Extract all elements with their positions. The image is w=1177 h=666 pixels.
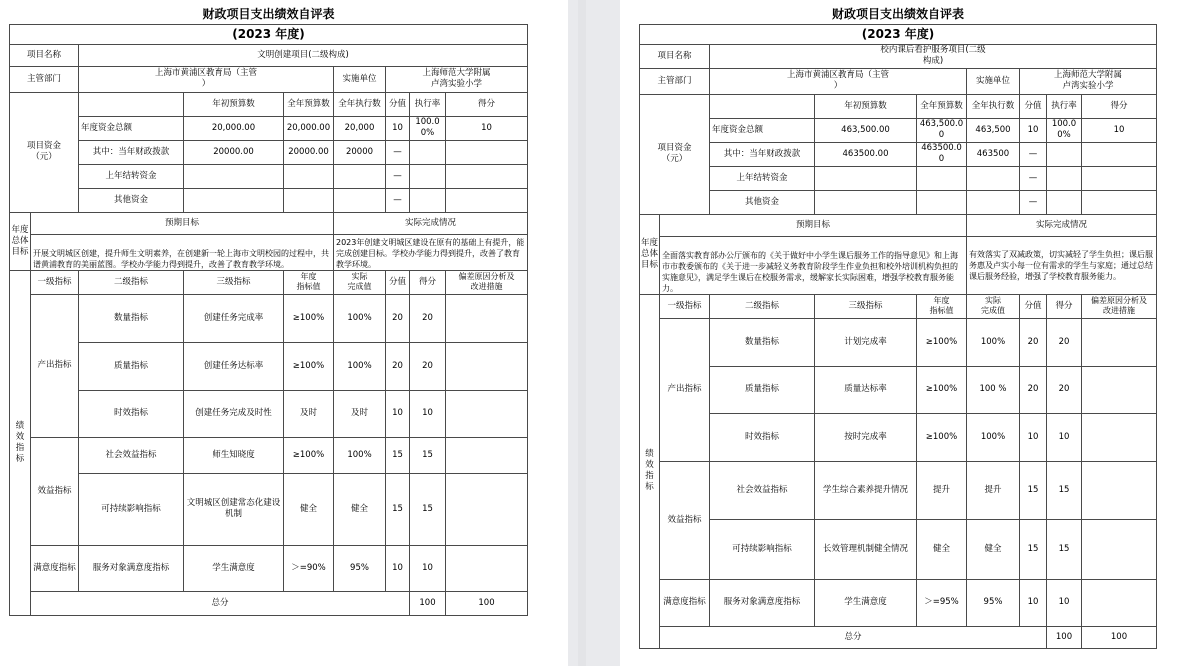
- target-value: 健全: [284, 473, 334, 545]
- l2-indicator: 社会效益指标: [710, 461, 815, 519]
- table-year: (2023 年度): [10, 24, 528, 44]
- l3-indicator: 学生综合素养提升情况: [815, 461, 917, 519]
- target-value: ≥100%: [284, 294, 334, 342]
- fund-cell: 10: [1020, 118, 1047, 142]
- deviation-cell: [446, 473, 528, 545]
- table-title: 财政项目支出绩效自评表: [640, 6, 1157, 24]
- fund-row-label: 其中：当年财政拨款: [79, 140, 184, 164]
- got-value: 15: [410, 437, 446, 473]
- project-name-label: 项目名称: [640, 44, 710, 68]
- fund-row-label: 年度资金总额: [710, 118, 815, 142]
- ind-header: 二级指标: [710, 294, 815, 318]
- dept-label: 主管部门: [10, 66, 79, 92]
- expected-goal-text: 开展文明城区创建，提升师生文明素养，在创建新一轮上海市文明校园的过程中，共谱黄浦教育的美丽蓝图。学校办学能力得到提升，改善了教育教学环境。: [31, 234, 334, 270]
- fund-cell: [184, 188, 284, 212]
- fund-cell: 463500: [967, 142, 1020, 166]
- actual-value: 提升: [967, 461, 1020, 519]
- fund-row-label: 其中：当年财政拨款: [710, 142, 815, 166]
- fund-label: 项目资金 （元）: [640, 94, 710, 214]
- goal-label: 年度 总体 目标: [640, 214, 660, 294]
- deviation-cell: [1082, 461, 1157, 519]
- fund-cell: 100.00%: [410, 116, 446, 140]
- got-value: 20: [1047, 366, 1082, 413]
- deviation-cell: [446, 390, 528, 437]
- got-value: 10: [1047, 579, 1082, 626]
- got-value: 15: [1047, 461, 1082, 519]
- total-got: 100: [446, 591, 528, 615]
- fund-row-label: 年度资金总额: [79, 116, 184, 140]
- fund-cell: 463,500: [967, 118, 1020, 142]
- fund-cell: 20000.00: [184, 140, 284, 164]
- ind-header: 三级指标: [815, 294, 917, 318]
- l1-indicator: 效益指标: [31, 437, 79, 545]
- fund-row-label: 其他资金: [79, 188, 184, 212]
- ind-header: 分值: [1020, 294, 1047, 318]
- score-value: 10: [1020, 413, 1047, 461]
- score-value: 10: [386, 545, 410, 591]
- target-value: ≥100%: [284, 342, 334, 390]
- l3-indicator: 创建任务完成率: [184, 294, 284, 342]
- l3-indicator: 学生满意度: [184, 545, 284, 591]
- fund-cell: [815, 190, 917, 214]
- actual-value: 健全: [967, 519, 1020, 579]
- perf-label: 绩 效 指 标: [640, 294, 660, 648]
- target-value: ≥100%: [917, 318, 967, 366]
- fund-cell: [446, 164, 528, 188]
- goal-label: 年度 总体 目标: [10, 212, 31, 270]
- fund-cell: [334, 188, 386, 212]
- total-got: 100: [1082, 626, 1157, 648]
- fund-cell: [917, 166, 967, 190]
- l1-indicator: 满意度指标: [31, 545, 79, 591]
- l2-indicator: 可持续影响指标: [79, 473, 184, 545]
- l3-indicator: 文明城区创建常态化建设机制: [184, 473, 284, 545]
- fund-header: 全年执行数: [334, 92, 386, 116]
- target-value: ≥100%: [917, 413, 967, 461]
- dept-label: 主管部门: [640, 68, 710, 94]
- target-value: 及时: [284, 390, 334, 437]
- table-title: 财政项目支出绩效自评表: [10, 6, 528, 24]
- fund-cell: —: [1020, 142, 1047, 166]
- l2-indicator: 质量指标: [79, 342, 184, 390]
- fund-cell: [1047, 142, 1082, 166]
- score-value: 10: [386, 390, 410, 437]
- evaluation-table-left: [9, 6, 528, 616]
- ind-header: 实际 完成值: [334, 270, 386, 294]
- fund-header: 年初预算数: [815, 94, 917, 118]
- fund-cell: [1082, 166, 1157, 190]
- l1-indicator: 产出指标: [31, 294, 79, 437]
- fund-cell: [917, 190, 967, 214]
- l3-indicator: 长效管理机制健全情况: [815, 519, 917, 579]
- actual-result-text: 有效落实了双减政策，切实减轻了学生负担；课后服务惠及卢实小每一位有需求的学生与家庭；通过总结课后服务经验，增强了学校教育服务能力。: [967, 236, 1157, 294]
- fund-header-blank: [79, 92, 184, 116]
- deviation-cell: [1082, 579, 1157, 626]
- l3-indicator: 按时完成率: [815, 413, 917, 461]
- actual-value: 健全: [334, 473, 386, 545]
- fund-header: 执行率: [410, 92, 446, 116]
- dept-value: 上海市黄浦区教育局（主管 ）: [710, 68, 967, 94]
- score-value: 15: [1020, 461, 1047, 519]
- ind-header: 分值: [386, 270, 410, 294]
- target-value: 健全: [917, 519, 967, 579]
- fund-cell: [815, 166, 917, 190]
- fund-cell: [334, 164, 386, 188]
- score-value: 20: [386, 294, 410, 342]
- fund-cell: [410, 188, 446, 212]
- ind-header: 得分: [410, 270, 446, 294]
- l1-indicator: 效益指标: [660, 461, 710, 579]
- fund-cell: [967, 190, 1020, 214]
- l2-indicator: 质量指标: [710, 366, 815, 413]
- page-gap: [568, 0, 620, 666]
- total-label: 总分: [31, 591, 410, 615]
- fund-row-label: 其他资金: [710, 190, 815, 214]
- actual-value: 95%: [967, 579, 1020, 626]
- fund-cell: [967, 166, 1020, 190]
- ind-header: 二级指标: [79, 270, 184, 294]
- actual-value: 100 %: [967, 366, 1020, 413]
- l3-indicator: 质量达标率: [815, 366, 917, 413]
- score-value: 20: [1020, 318, 1047, 366]
- fund-cell: 20000.00: [284, 140, 334, 164]
- deviation-cell: [1082, 318, 1157, 366]
- deviation-cell: [446, 437, 528, 473]
- fund-cell: [1047, 190, 1082, 214]
- fund-cell: 463,500.00: [917, 118, 967, 142]
- actual-result-header: 实际完成情况: [334, 212, 528, 234]
- deviation-cell: [446, 545, 528, 591]
- l2-indicator: 时效指标: [710, 413, 815, 461]
- got-value: 20: [410, 294, 446, 342]
- l3-indicator: 创建任务完成及时性: [184, 390, 284, 437]
- fund-cell: 463,500.00: [815, 118, 917, 142]
- fund-cell: 20,000.00: [184, 116, 284, 140]
- l2-indicator: 数量指标: [79, 294, 184, 342]
- fund-header: 分值: [1020, 94, 1047, 118]
- fund-cell: —: [1020, 166, 1047, 190]
- deviation-cell: [1082, 413, 1157, 461]
- impl-value: 上海师范大学附属 卢湾实验小学: [1020, 68, 1157, 94]
- fund-row-label: 上年结转资金: [79, 164, 184, 188]
- fund-header: 得分: [446, 92, 528, 116]
- deviation-cell: [446, 342, 528, 390]
- total-label: 总分: [660, 626, 1047, 648]
- fund-cell: —: [1020, 190, 1047, 214]
- target-value: ＞=95%: [917, 579, 967, 626]
- fund-cell: [446, 140, 528, 164]
- fund-cell: [1047, 166, 1082, 190]
- fund-cell: 100.00%: [1047, 118, 1082, 142]
- expected-goal-text: 全面落实教育部办公厅颁布的《关于做好中小学生课后服务工作的指导意见》和上海市市教委颁布的《关于进一步减轻义务教育阶段学生作业负担和校外培训机构负担的实施意见》，满足学生课后在校服务需求，缓解家长实际困难，增强学校教育服务能力。: [660, 236, 967, 294]
- fund-label: 项目资金 （元）: [10, 92, 79, 212]
- fund-cell: [284, 164, 334, 188]
- got-value: 15: [410, 473, 446, 545]
- ind-header: 年度 指标值: [917, 294, 967, 318]
- score-value: 10: [1020, 579, 1047, 626]
- fund-header: 得分: [1082, 94, 1157, 118]
- score-value: 15: [386, 473, 410, 545]
- fund-cell: [184, 164, 284, 188]
- project-name-value: 校内课后看护服务项目(二级 构成): [710, 44, 1157, 68]
- fund-cell: —: [386, 188, 410, 212]
- l3-indicator: 师生知晓度: [184, 437, 284, 473]
- fund-cell: 463500.00: [815, 142, 917, 166]
- l3-indicator: 学生满意度: [815, 579, 917, 626]
- l2-indicator: 可持续影响指标: [710, 519, 815, 579]
- deviation-cell: [446, 294, 528, 342]
- fund-header: 全年执行数: [967, 94, 1020, 118]
- table-year: (2023 年度): [640, 24, 1157, 44]
- actual-value: 100%: [334, 342, 386, 390]
- l2-indicator: 数量指标: [710, 318, 815, 366]
- actual-result-text: 2023年创建文明城区建设在原有的基础上有提升，能完成创建目标。学校办学能力得到提升，改善了教育教学环境。: [334, 234, 528, 270]
- actual-value: 100%: [967, 413, 1020, 461]
- actual-value: 100%: [334, 437, 386, 473]
- fund-header: 年初预算数: [184, 92, 284, 116]
- got-value: 10: [1047, 413, 1082, 461]
- fund-cell: [410, 164, 446, 188]
- ind-header: 实际 完成值: [967, 294, 1020, 318]
- fund-cell: [1082, 142, 1157, 166]
- ind-header: 年度 指标值: [284, 270, 334, 294]
- perf-label: 绩 效 指 标: [10, 270, 31, 615]
- evaluation-table-right: [639, 6, 1157, 649]
- total-score: 100: [1047, 626, 1082, 648]
- deviation-cell: [1082, 366, 1157, 413]
- total-score: 100: [410, 591, 446, 615]
- l1-indicator: 产出指标: [660, 318, 710, 461]
- target-value: 提升: [917, 461, 967, 519]
- fund-cell: 20,000.00: [284, 116, 334, 140]
- actual-value: 100%: [967, 318, 1020, 366]
- page-gap-line: [578, 0, 586, 666]
- score-value: 15: [386, 437, 410, 473]
- fund-cell: —: [386, 140, 410, 164]
- fund-header: 全年预算数: [284, 92, 334, 116]
- fund-cell: 463500.00: [917, 142, 967, 166]
- l2-indicator: 服务对象满意度指标: [710, 579, 815, 626]
- l2-indicator: 社会效益指标: [79, 437, 184, 473]
- impl-value: 上海师范大学附属 卢湾实验小学: [386, 66, 528, 92]
- project-name-value: 文明创建项目(二级构成): [79, 44, 528, 66]
- got-value: 20: [410, 342, 446, 390]
- target-value: ≥100%: [284, 437, 334, 473]
- fund-cell: 20000: [334, 140, 386, 164]
- impl-label: 实施单位: [967, 68, 1020, 94]
- actual-value: 及时: [334, 390, 386, 437]
- expected-goal-header: 预期目标: [660, 214, 967, 236]
- ind-header: 一级指标: [31, 270, 79, 294]
- fund-header: 分值: [386, 92, 410, 116]
- fund-cell: [1082, 190, 1157, 214]
- score-value: 20: [1020, 366, 1047, 413]
- got-value: 15: [1047, 519, 1082, 579]
- ind-header: 偏差原因分析及 改进措施: [1082, 294, 1157, 318]
- fund-header: 执行率: [1047, 94, 1082, 118]
- l3-indicator: 创建任务达标率: [184, 342, 284, 390]
- ind-header: 一级指标: [660, 294, 710, 318]
- l2-indicator: 时效指标: [79, 390, 184, 437]
- fund-cell: [446, 188, 528, 212]
- project-name-label: 项目名称: [10, 44, 79, 66]
- target-value: ＞=90%: [284, 545, 334, 591]
- ind-header: 三级指标: [184, 270, 284, 294]
- fund-cell: [410, 140, 446, 164]
- target-value: ≥100%: [917, 366, 967, 413]
- fund-row-label: 上年结转资金: [710, 166, 815, 190]
- actual-value: 95%: [334, 545, 386, 591]
- l3-indicator: 计划完成率: [815, 318, 917, 366]
- fund-cell: 20,000: [334, 116, 386, 140]
- actual-result-header: 实际完成情况: [967, 214, 1157, 236]
- got-value: 10: [410, 390, 446, 437]
- actual-value: 100%: [334, 294, 386, 342]
- score-value: 15: [1020, 519, 1047, 579]
- deviation-cell: [1082, 519, 1157, 579]
- l2-indicator: 服务对象满意度指标: [79, 545, 184, 591]
- score-value: 20: [386, 342, 410, 390]
- fund-header: 全年预算数: [917, 94, 967, 118]
- fund-cell: [284, 188, 334, 212]
- ind-header: 偏差原因分析及 改进措施: [446, 270, 528, 294]
- expected-goal-header: 预期目标: [31, 212, 334, 234]
- dept-value: 上海市黄浦区教育局（主管 ）: [79, 66, 334, 92]
- fund-header-blank: [710, 94, 815, 118]
- fund-cell: 10: [386, 116, 410, 140]
- got-value: 10: [410, 545, 446, 591]
- got-value: 20: [1047, 318, 1082, 366]
- impl-label: 实施单位: [334, 66, 386, 92]
- fund-cell: 10: [1082, 118, 1157, 142]
- fund-cell: 10: [446, 116, 528, 140]
- l1-indicator: 满意度指标: [660, 579, 710, 626]
- ind-header: 得分: [1047, 294, 1082, 318]
- fund-cell: —: [386, 164, 410, 188]
